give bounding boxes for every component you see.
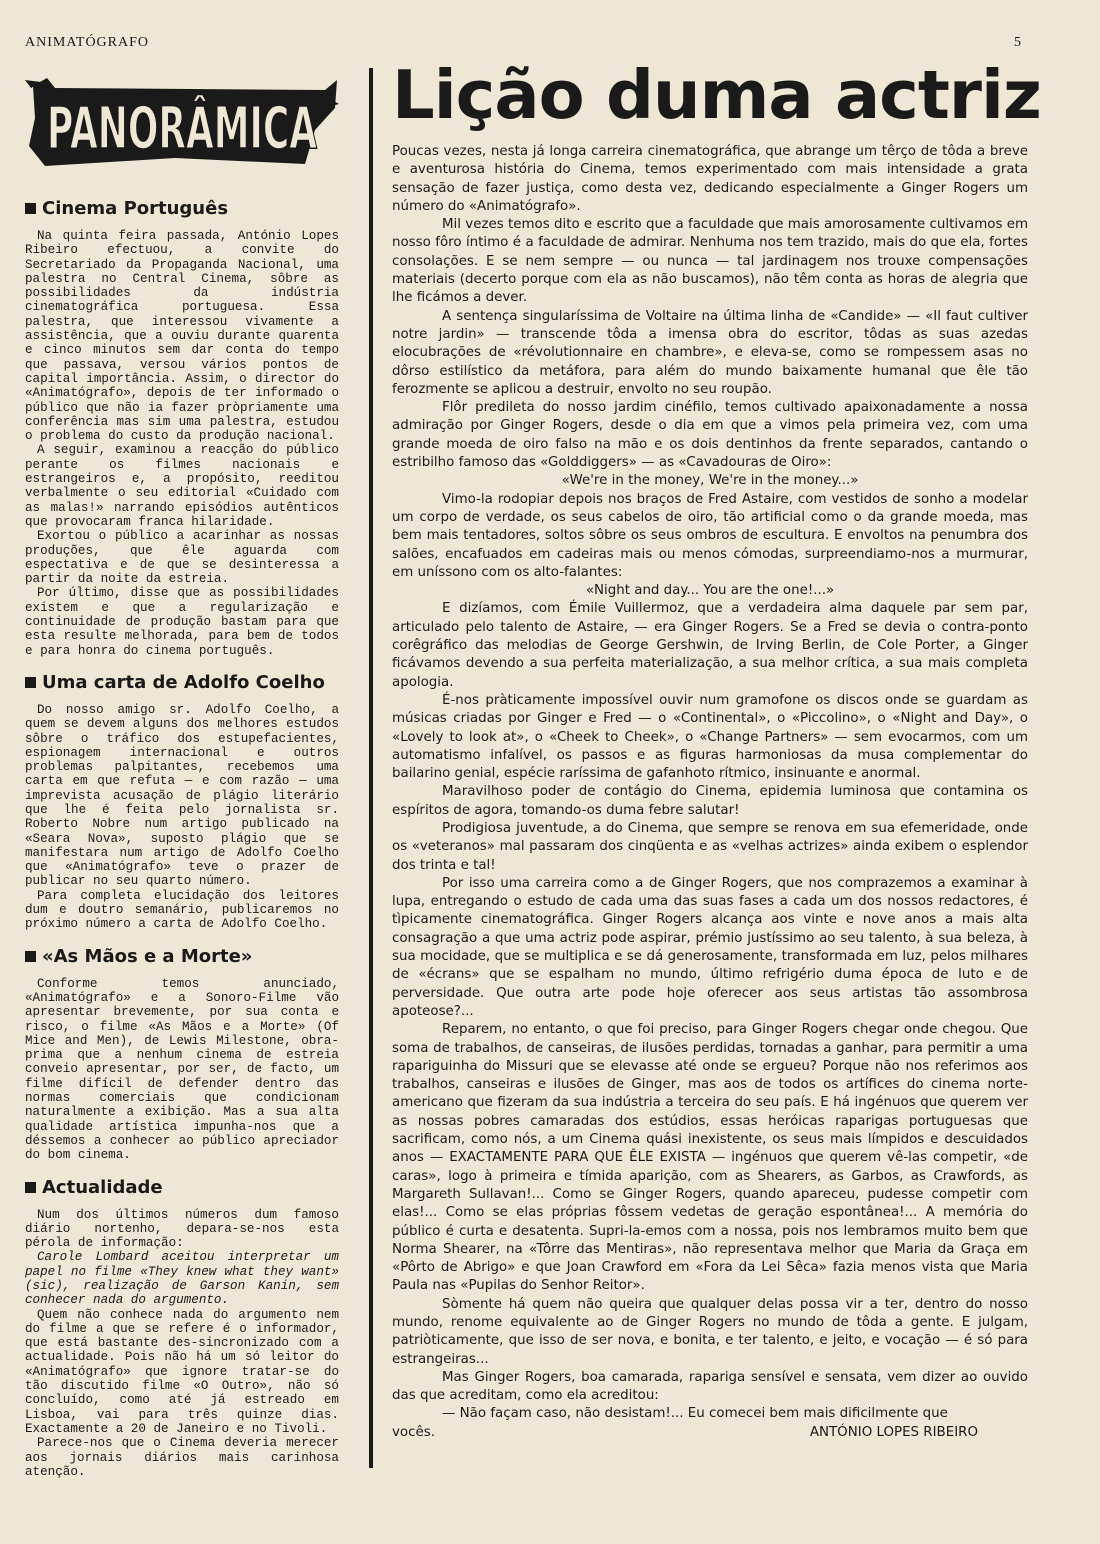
svg-text:PANORÂMICA: PANORÂMICA bbox=[47, 94, 484, 162]
paragraph: Conforme temos anunciado, «Animatógrafo» e a Sonoro-Filme vão apresentar brevemente, por sua conta e risco, o filme «As Mãos e a Morte» (Of Mice and Men), de Lewis Milestone, obra-prima que a nenhum cinema de estreia conveio apresentar, por ser, de facto, um filme difícil de defender dentro das normas comerciais que condicionam naturalmente a exibição. Mas a sua alta qualidade artística impunha-nos que a déssemos a conhecer ao público apreciador do bom cinema. bbox=[25, 976, 339, 1163]
section-title: Actualidade bbox=[25, 1177, 339, 1198]
paragraph: Reparem, no entanto, o que foi preciso, para Ginger Rogers chegar onde chegou. Que soma de trabalhos, de canseiras, de ilusões perdidas, tornadas a ganhar, para permitir a uma rapariguinha do Missuri que se elevasse até onde se ergueu? Porque não nos referimos aos trabalhos, canseiras e ilusões de Ginger, mas aos de todos os artífices do cinema norte-americano que fizeram da sua indústria a terceira do seu país. E há ingénuos que querem ver as nossas pobres camaradas dos estúdios, essas heróicas raparigas portuguesas que sacrificam, como nós, a um Cinema quási inexistente, os seus mais límpidos e descuidados anos — EXACTAMENTE PARA QUE ÊLE EXISTA — ingénuos que querem vê-las competir, «de caras», logo à primeira e tímida aparição, com as Shearers, as Garbos, as Crawfords, as Margareth Sullavan!... Como se Ginger Rogers, quando apareceu, pudesse competir com elas!... Como se elas próprias fôssem vedetas de geração espontânea!... A memória do público é curta e desatenta. Supri-la-emos com a nossa, pois nos lembramos muito bem que Norma Shearer, na «Tôrre das Mentiras», não representava melhor que Maria da Graça em «Pôrto de Abrigo» e que Joan Crawford em «Fora da Lei Sêca» fazia menos vista que Maria Paula nas «Pupilas do Senhor Reitor». bbox=[392, 1022, 1028, 1294]
paragraph: — Não façam caso, não desistam!... Eu comecei bem mais dificilmente que bbox=[442, 1406, 948, 1422]
paragraph: Por isso uma carreira como a de Ginger Rogers, que nos comprazemos a examinar à lupa, entregando o estudo de cada uma das suas fases a cada um dos nossos redactores, é tìpicamente cinematográfica. Ginger Rogers alcança aos vinte e nove anos a mais alta consagração a que uma actriz pode aspirar, prémio justíssimo ao seu talento, à sua beleza, à sua mocidade, que se multiplica e se dá generosamente, transformada em luz, pelos milhares de «écrans» que se espalham no mundo, último refrigério duma época de luto e de perversidade. Que outra arte pode hoje oferecer aos seus artistas tão assombrosa apoteose?... bbox=[392, 875, 1028, 1019]
page-number: 5 bbox=[1014, 35, 1022, 50]
author-signature: ANTÓNIO LOPES RIBEIRO bbox=[809, 1424, 978, 1440]
panoramica-banner-icon bbox=[25, 68, 484, 180]
paragraph: Poucas vezes, nesta já longa carreira cinematográfica, que abrange um têrço de tôda a breve e aventurosa história do Cinema, temos experimentado com mais intensidade a grata sensação de fazer justiça, como desta vez, dedicando especialmente a Ginger Rogers um número do «Animatógrafo». bbox=[392, 144, 1028, 214]
square-bullet-icon bbox=[25, 677, 36, 688]
paragraph: Vimo-la rodopiar depois nos braços de Fred Astaire, com vestidos de sonho a modelar um corpo de verdade, os seus cabelos de oiro, tão artificial como o da grande moeda, mas bem mais tentadores, soltos sôbre os seus ombros de escultura. E envoltos na penumbra dos salões, encafuados em cadeiras mais ou menos cómodas, surpreendiamo-nos a murmurar, em uníssono com os alto-falantes: bbox=[392, 491, 1028, 580]
publication-name: ANIMATÓGRAFO bbox=[25, 35, 150, 50]
article-licao-duma-actriz bbox=[392, 55, 1041, 1442]
square-bullet-icon bbox=[25, 203, 36, 214]
paragraph: Do nosso amigo sr. Adolfo Coelho, a quem se devem alguns dos melhores estudos sôbre o tráfico dos estupefacientes, espionagem internacional e outros problemas palpitantes, recebemos uma carta em que refuta — e com razão — uma imprevista acusação de plágio literário que lhe é feita pelo jornalista sr. Roberto Nobre num artigo publicado na «Seara Nova», suposto plágio que se manifestara num artigo de Adolfo Coelho que «Animatógrafo» teve o prazer de publicar no seu quarto número. bbox=[25, 702, 339, 889]
paragraph: Mil vezes temos dito e escrito que a faculdade que mais amorosamente cultivamos em nosso fôro íntimo é a faculdade de admirar. Nenhuma nos tem trazido, mais do que ela, fortes consolações. E se nem sempre — ou nunca — tal jardinagem nos trouxe compensações materiais (decerto porque com ela as não buscamos), não têm conta as horas de alegria que lhe ficámos a dever. bbox=[392, 217, 1028, 306]
signature-row bbox=[392, 1424, 1028, 1442]
paragraph: Prodigiosa juventude, a do Cinema, que sempre se renova em sua efemeridade, onde os «veteranos» mal passaram dos cinqüenta e as «velhas actrizes» ainda exibem o esplendor dos trinta e tal! bbox=[392, 820, 1028, 873]
panoramica-logo bbox=[25, 68, 484, 180]
paragraph: É-nos pràticamente impossível ouvir num gramofone os discos onde se guardam as músicas criadas por Ginger e Fred — o «Continental», o «Piccolino», o «Night and Day», o «Lovely to look at», o «Cheek to Cheek», o «Change Partners» — sem evocarmos, com um automatismo infalível, os passos e as figuras harmoniosas da musa complementar do bailarino genial, espécie raríssima de gafanhoto rítmico, insinuante e anormal. bbox=[392, 692, 1028, 782]
paragraph: Na quinta feira passada, António Lopes Ribeiro efectuou, a convite do Secretariado da Propaganda Nacional, uma palestra no Central Cinema, sôbre as possibilidades da indústria cinematográfica portuguesa. Essa palestra, que interessou vivamente a assistência, que a ouviu durante quarenta e cinco minutos sem dar conta do tempo que passava, versou vários pontos de capital importância. Assim, o director do «Animatógrafo», depois de ter informado o público que não ia fazer pròpriamente uma conferência mas sim uma palestra, estudou o problema do custo da produção nacional. bbox=[25, 229, 339, 444]
paragraph: A seguir, examinou a reacção do público perante os filmes nacionais e estrangeiros e, a propósito, reeditou verbalmente o seu editorial «Cuidado com as malas!» narrando episódios autênticos que provocaram franca hilaridade. bbox=[25, 443, 339, 529]
section-carta-adolfo-coelho bbox=[25, 672, 339, 932]
square-bullet-icon bbox=[25, 951, 36, 962]
paragraph: Flôr predileta do nosso jardim cinéfilo, temos cultivado apaixonadamente a nossa admiração por Ginger Rogers, desde o dia em que a vimos pela primeira vez, com uma grande moeda de oiro falso na mão e os dois dentinhos da frente separados, cantando o estribilho famoso das «Golddiggers» — as «Cavadouras de Oiro»: bbox=[392, 400, 1028, 471]
square-bullet-icon bbox=[25, 1182, 36, 1193]
section-actualidade bbox=[25, 1177, 339, 1480]
section-maos-e-morte bbox=[25, 946, 339, 1163]
paragraph: Num dos últimos números dum famoso diário nortenho, depara-se-nos esta pérola de informação: bbox=[25, 1207, 339, 1251]
last-word: vocês. bbox=[392, 1424, 435, 1440]
paragraph: Maravilhoso poder de contágio do Cinema, epidemia luminosa que contamina os espíritos de agora, tomando-os duma febre salutar! bbox=[392, 784, 1028, 818]
running-head bbox=[25, 35, 1022, 51]
section-cinema-portugues bbox=[25, 198, 339, 658]
paragraph: Quem não conhece nada do argumento nem do filme a que se refere é o informador, que está bastante des-sincronizado com a actualidade. Pois não há um só leitor do «Animatógrafo» que ignore tratar-se do tão discutido filme «O Outro», não só concluído, como até já estreado em Lisboa, vai para três quinze dias. Exactamente a 20 de Janeiro e no Tivoli. bbox=[25, 1307, 339, 1436]
paragraph: A sentença singularíssima de Voltaire na última linha de «Candide» — «Il faut cultiver notre jardin» — transcende tôda a imensa obra do escritor, tôdas as suas azedas elocubrações de «révolutionnaire en chambre», e eleva-se, como se rompessem asas no dôrso estilístico da metáfora, para além do mundo baixamente humanal que êle tão ferozmente se aplicou a destruir, envolto no seu roupão. bbox=[392, 308, 1028, 397]
paragraph: Parece-nos que o Cinema deveria merecer aos jornais diários mais carinhosa atenção. bbox=[25, 1436, 339, 1479]
paragraph: E dizíamos, com Émile Vuillermoz, que a verdadeira alma daquele par sem par, articulado pelo talento de Astaire, — era Ginger Rogers. Se a Fred se devia o contra-ponto corêgráfico das melodias de George Gershwin, de Irving Berlin, de Cole Porter, a Ginger ficávamos devendo a sua perfeita materialização, a sua melhor crítica, a sua mais completa apologia. bbox=[392, 601, 1028, 690]
section-title: «As Mãos e a Morte» bbox=[25, 946, 339, 967]
song-quote: «We're in the money, We're in the money...» bbox=[561, 473, 859, 489]
paragraph: Exortou o público a acarinhar as nossas produções, que êle aguarda com espectativa e de que se desinteressa a partir da noite da estreia. bbox=[25, 529, 339, 587]
quoted-news: Carole Lombard aceitou interpretar um papel no filme «They knew what they want» (sic), realização de Garson Kanin, sem conhecer nada do argumento. bbox=[25, 1250, 339, 1308]
paragraph: Por último, disse que as possibilidades existem e que a regularização e continuidade de produção bastam para que esta resulte melhorada, para bem de todos e para honra do cinema português. bbox=[25, 586, 339, 658]
paragraph: Para completa elucidação dos leitores dum e doutro semanário, publicaremos no próximo número a carta de Adolfo Coelho. bbox=[25, 888, 339, 932]
column-divider bbox=[369, 68, 373, 1468]
paragraph: Sòmente há quem não queira que qualquer delas possa vir a ter, dentro do nosso mundo, renome equivalente ao de Ginger Rogers no mundo de tôda a gente. E julgam, patriòticamente, que isso de ser nova, e bonita, e ter talento, e jeito, e vocação — é só para estrangeiras... bbox=[392, 1296, 1028, 1367]
article-title: Lição duma actriz bbox=[392, 56, 1041, 134]
section-title: Cinema Português bbox=[25, 198, 339, 219]
song-quote: «Night and day... You are the one!...» bbox=[585, 583, 835, 599]
paragraph: Mas Ginger Rogers, boa camarada, rapariga sensível e sensata, vem dizer ao ouvido das que acreditam, como ela acreditou: bbox=[392, 1369, 1028, 1404]
section-title: Uma carta de Adolfo Coelho bbox=[25, 672, 339, 693]
